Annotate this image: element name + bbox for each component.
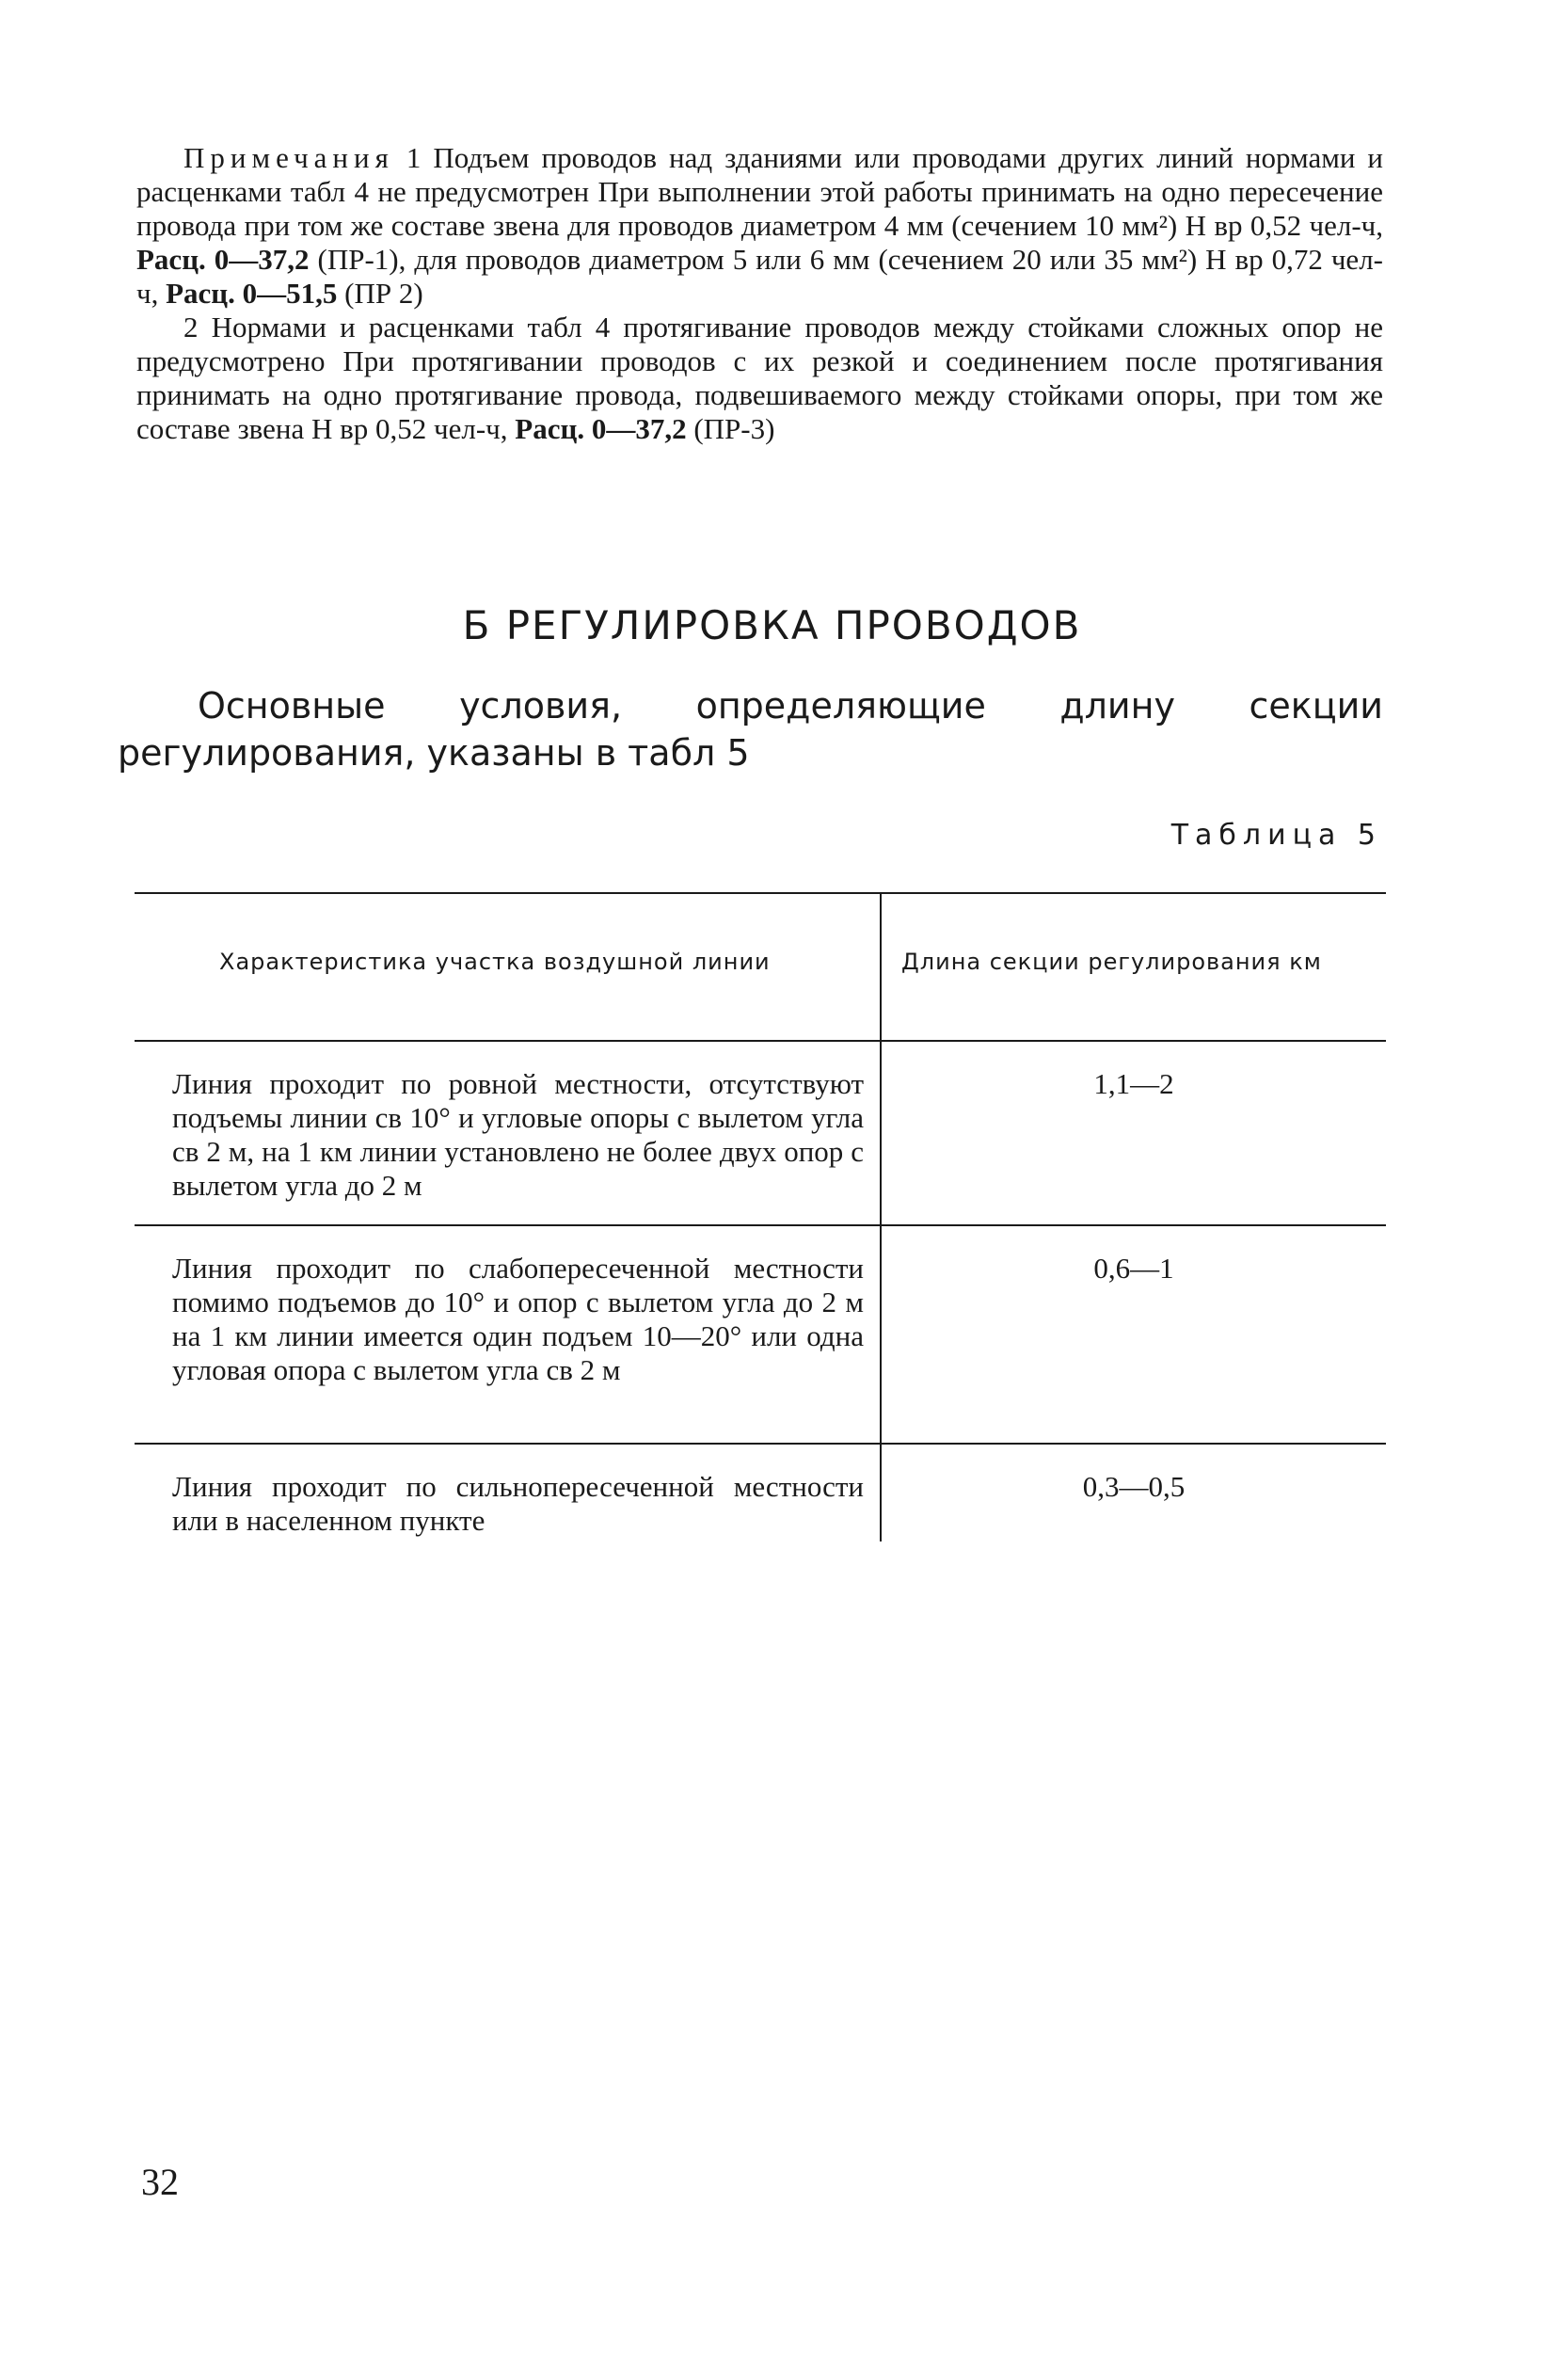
note-2-text: 2 Нормами и расценками табл 4 протягивание проводов между стойками сложных опор не предусмотрено При протягивании проводов с их резкой и соединением после протягивания принимать на одно протягивание провода, подвешиваемого между стойками опоры, при том же составе звена Н вр 0,52 чел-ч, xyxy=(136,311,1383,445)
note-1-text-a: 1 Подъем проводов над зданиями или проводами других линий нормами и расценками табл 4 не предусмотрен При выполнении этой работы принимать на одно пересечение провода при том же составе звена для проводов диаметром 4 мм (сечением 10 мм²) Н вр 0,52 чел-ч, xyxy=(136,141,1383,242)
note-1 xyxy=(136,141,1383,311)
note-2-tail: (ПР-3) xyxy=(686,412,775,445)
table-row-rule-1 xyxy=(135,1224,1386,1226)
header-characteristic: Характеристика участка воздушной линии xyxy=(219,949,771,975)
notes-label: Примечания xyxy=(183,141,394,174)
table-header-rule xyxy=(135,1040,1386,1042)
table-row-3-characteristic: Линия проходит по сильнопересеченной местности или в населенном пункте xyxy=(172,1470,864,1537)
table-row-3-length: 0,3—0,5 xyxy=(1082,1470,1186,1503)
table-caption: Таблица 5 xyxy=(1170,819,1382,852)
header-length: Длина секции регулирования км xyxy=(901,949,1322,975)
table-row-2-length: 0,6—1 xyxy=(1093,1252,1174,1285)
section-title: Б РЕГУЛИРОВКА ПРОВОДОВ xyxy=(462,602,1082,648)
notes-block xyxy=(136,141,1383,446)
table-top-rule xyxy=(135,892,1386,894)
note-2-rate: Расц. 0—37,2 xyxy=(515,412,687,445)
note-1-rate-2: Расц. 0—51,5 xyxy=(166,277,338,310)
note-2 xyxy=(136,311,1383,446)
note-1-rate-1: Расц. 0—37,2 xyxy=(136,243,310,276)
note-1-text-c: (ПР 2) xyxy=(337,277,423,310)
page-number: 32 xyxy=(141,2161,179,2203)
table-row-1-length: 1,1—2 xyxy=(1093,1067,1174,1100)
table-row-1-characteristic: Линия проходит по ровной местности, отсутствуют подъемы линии св 10° и угловые опоры с вылетом угла св 2 м, на 1 км линии установлено не более двух опор с вылетом угла до 2 м xyxy=(172,1067,864,1202)
section-intro: Основные условия, определяющие длину секции регулирования, указаны в табл 5 xyxy=(118,685,1383,774)
table-row-2-characteristic: Линия проходит по слабопересеченной местности помимо подъемов до 10° и опор с вылетом угла до 2 м на 1 км линии имеется один подъем 10—20° или одна угловая опора с вылетом угла св 2 м xyxy=(172,1252,864,1386)
table-row-rule-2 xyxy=(135,1443,1386,1445)
note-1-text-b: (ПР-1), для проводов диаметром 5 или 6 мм (сечением 20 или 35 мм²) Н вр 0,72 чел-ч, xyxy=(136,243,1383,310)
